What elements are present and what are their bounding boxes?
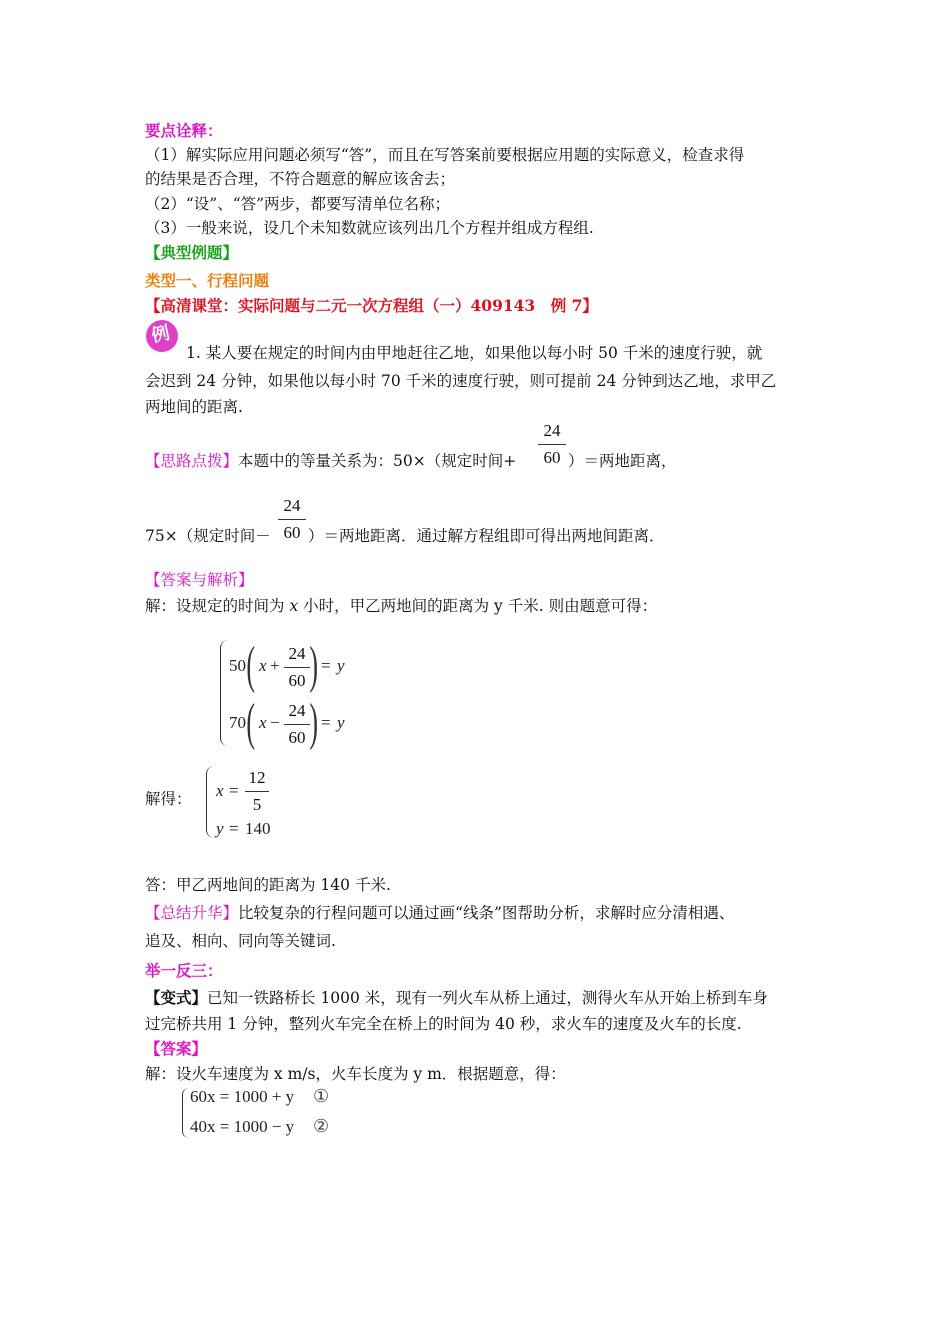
hint-fraction-1: 24 60 [538,421,566,468]
point-1-line-1: （1）解实际应用问题必须写“答”，而且在写答案前要根据应用题的实际意义，检查求得 [145,146,745,164]
variant-line-1: 【变式】已知一铁路桥长 1000 米，现有一列火车从桥上通过，测得火车从开始上桥到车身 [145,988,768,1007]
hint-label: 【思路点拨】 [145,452,239,470]
point-2: （2）“设”、“答”两步，都要写清单位名称； [145,195,451,213]
hint-line-1 [145,451,516,471]
result-equals-2: = [229,819,239,838]
system-1-brace [220,640,229,746]
summary-line-2: 追及、相向、同向等关键词. [145,932,336,950]
point-3: （3）一般来说，设几个未知数就应该列出几个方程并组成方程组. [145,219,594,237]
solution-brace [206,766,214,838]
result-var-x: x [216,781,224,800]
eq2-minus: − [270,713,280,732]
hint-line-2-a: 75×（规定时间－ [145,527,271,545]
eq1-plus: + [270,656,280,675]
eq2-equals: = [321,713,331,732]
variant-heading: 举一反三： [145,961,223,980]
solution-intro: 解：设规定的时间为 x 小时，甲乙两地间的距离为 y 千米. 则由题意可得： [145,597,658,615]
summary-line-1: 【总结升华】比较复杂的行程问题可以通过画“线条”图帮助分析，求解时应分清相遇、 [145,904,735,922]
solve-label: 解得： [145,790,192,808]
system-2-brace [182,1088,189,1138]
hint-line-2-b: ）＝两地距离．通过解方程组即可得出两地间距离． [308,527,665,545]
heading-typical-examples: 【典型例题】 [145,243,239,262]
result-y-value: 140 [245,819,271,838]
eq1-coefficient: 50 [229,656,246,675]
question-1-line-3: 两地间的距离. [145,398,243,416]
answer-analysis-label: 【答案与解析】 [145,571,254,589]
solution-2-intro: 解：设火车速度为 x m/s，火车长度为 y m．根据题意，得： [145,1065,566,1083]
question-1-line-1: 1. 某人要在规定的时间内由甲地赶往乙地，如果他以每小时 50 千米的速度行驶，就 [186,344,763,362]
eq1-left-paren: ( [246,637,255,694]
sys2-equation-2: 40x = 1000 − y [190,1117,295,1136]
eq1-equals: = [321,656,331,675]
eq1-var-x: x [259,656,267,675]
result-var-y: y [216,819,224,838]
heading-key-points: 要点诠释： [145,121,223,140]
question-1-line-2: 会迟到 24 分钟，如果他以每小时 70 千米的速度行驶，则可提前 24 分钟到达乙地，求甲乙 [145,372,777,390]
eq2-fraction: 24 60 [284,701,310,748]
heading-type-one: 类型一、行程问题 [145,271,270,290]
variant-line-2: 过完桥共用 1 分钟，整列火车完全在桥上的时间为 40 秒，求火车的速度及火车的长度. [145,1015,742,1033]
eq2-var-y: y [337,713,345,732]
result-equals-1: = [229,781,239,800]
variant-label: 【变式】 [145,988,208,1007]
hint-fraction-2: 24 60 [278,496,306,543]
eq2-right-paren: ) [309,694,318,751]
sys2-equation-1: 60x = 1000 + y [190,1087,295,1106]
eq1-right-paren: ) [309,637,318,694]
summary-label: 【总结升华】 [145,904,239,922]
sys2-equation-1-tag: ① [313,1086,330,1106]
eq1-fraction: 24 60 [284,644,310,691]
eq2-left-paren: ( [246,694,255,751]
result-x-fraction: 12 5 [245,768,269,815]
conclusion: 答：甲乙两地间的距离为 140 千米. [145,876,391,894]
heading-lesson-reference: 【高清课堂：实际问题与二元一次方程组（一）409143 例 7】 [145,296,598,315]
eq2-var-x: x [259,713,267,732]
point-1-line-2: 的结果是否合理，不符合题意的解应该舍去； [145,170,456,188]
answer-label-2: 【答案】 [145,1039,208,1058]
hint-text-a: 本题中的等量关系为：50×（规定时间+ [238,452,517,470]
hint-text-b: ）＝两地距离， [568,452,677,470]
eq2-coefficient: 70 [229,713,246,732]
example-badge-icon: 例 [143,317,181,355]
eq1-var-y: y [337,656,345,675]
sys2-equation-2-tag: ② [313,1116,330,1136]
